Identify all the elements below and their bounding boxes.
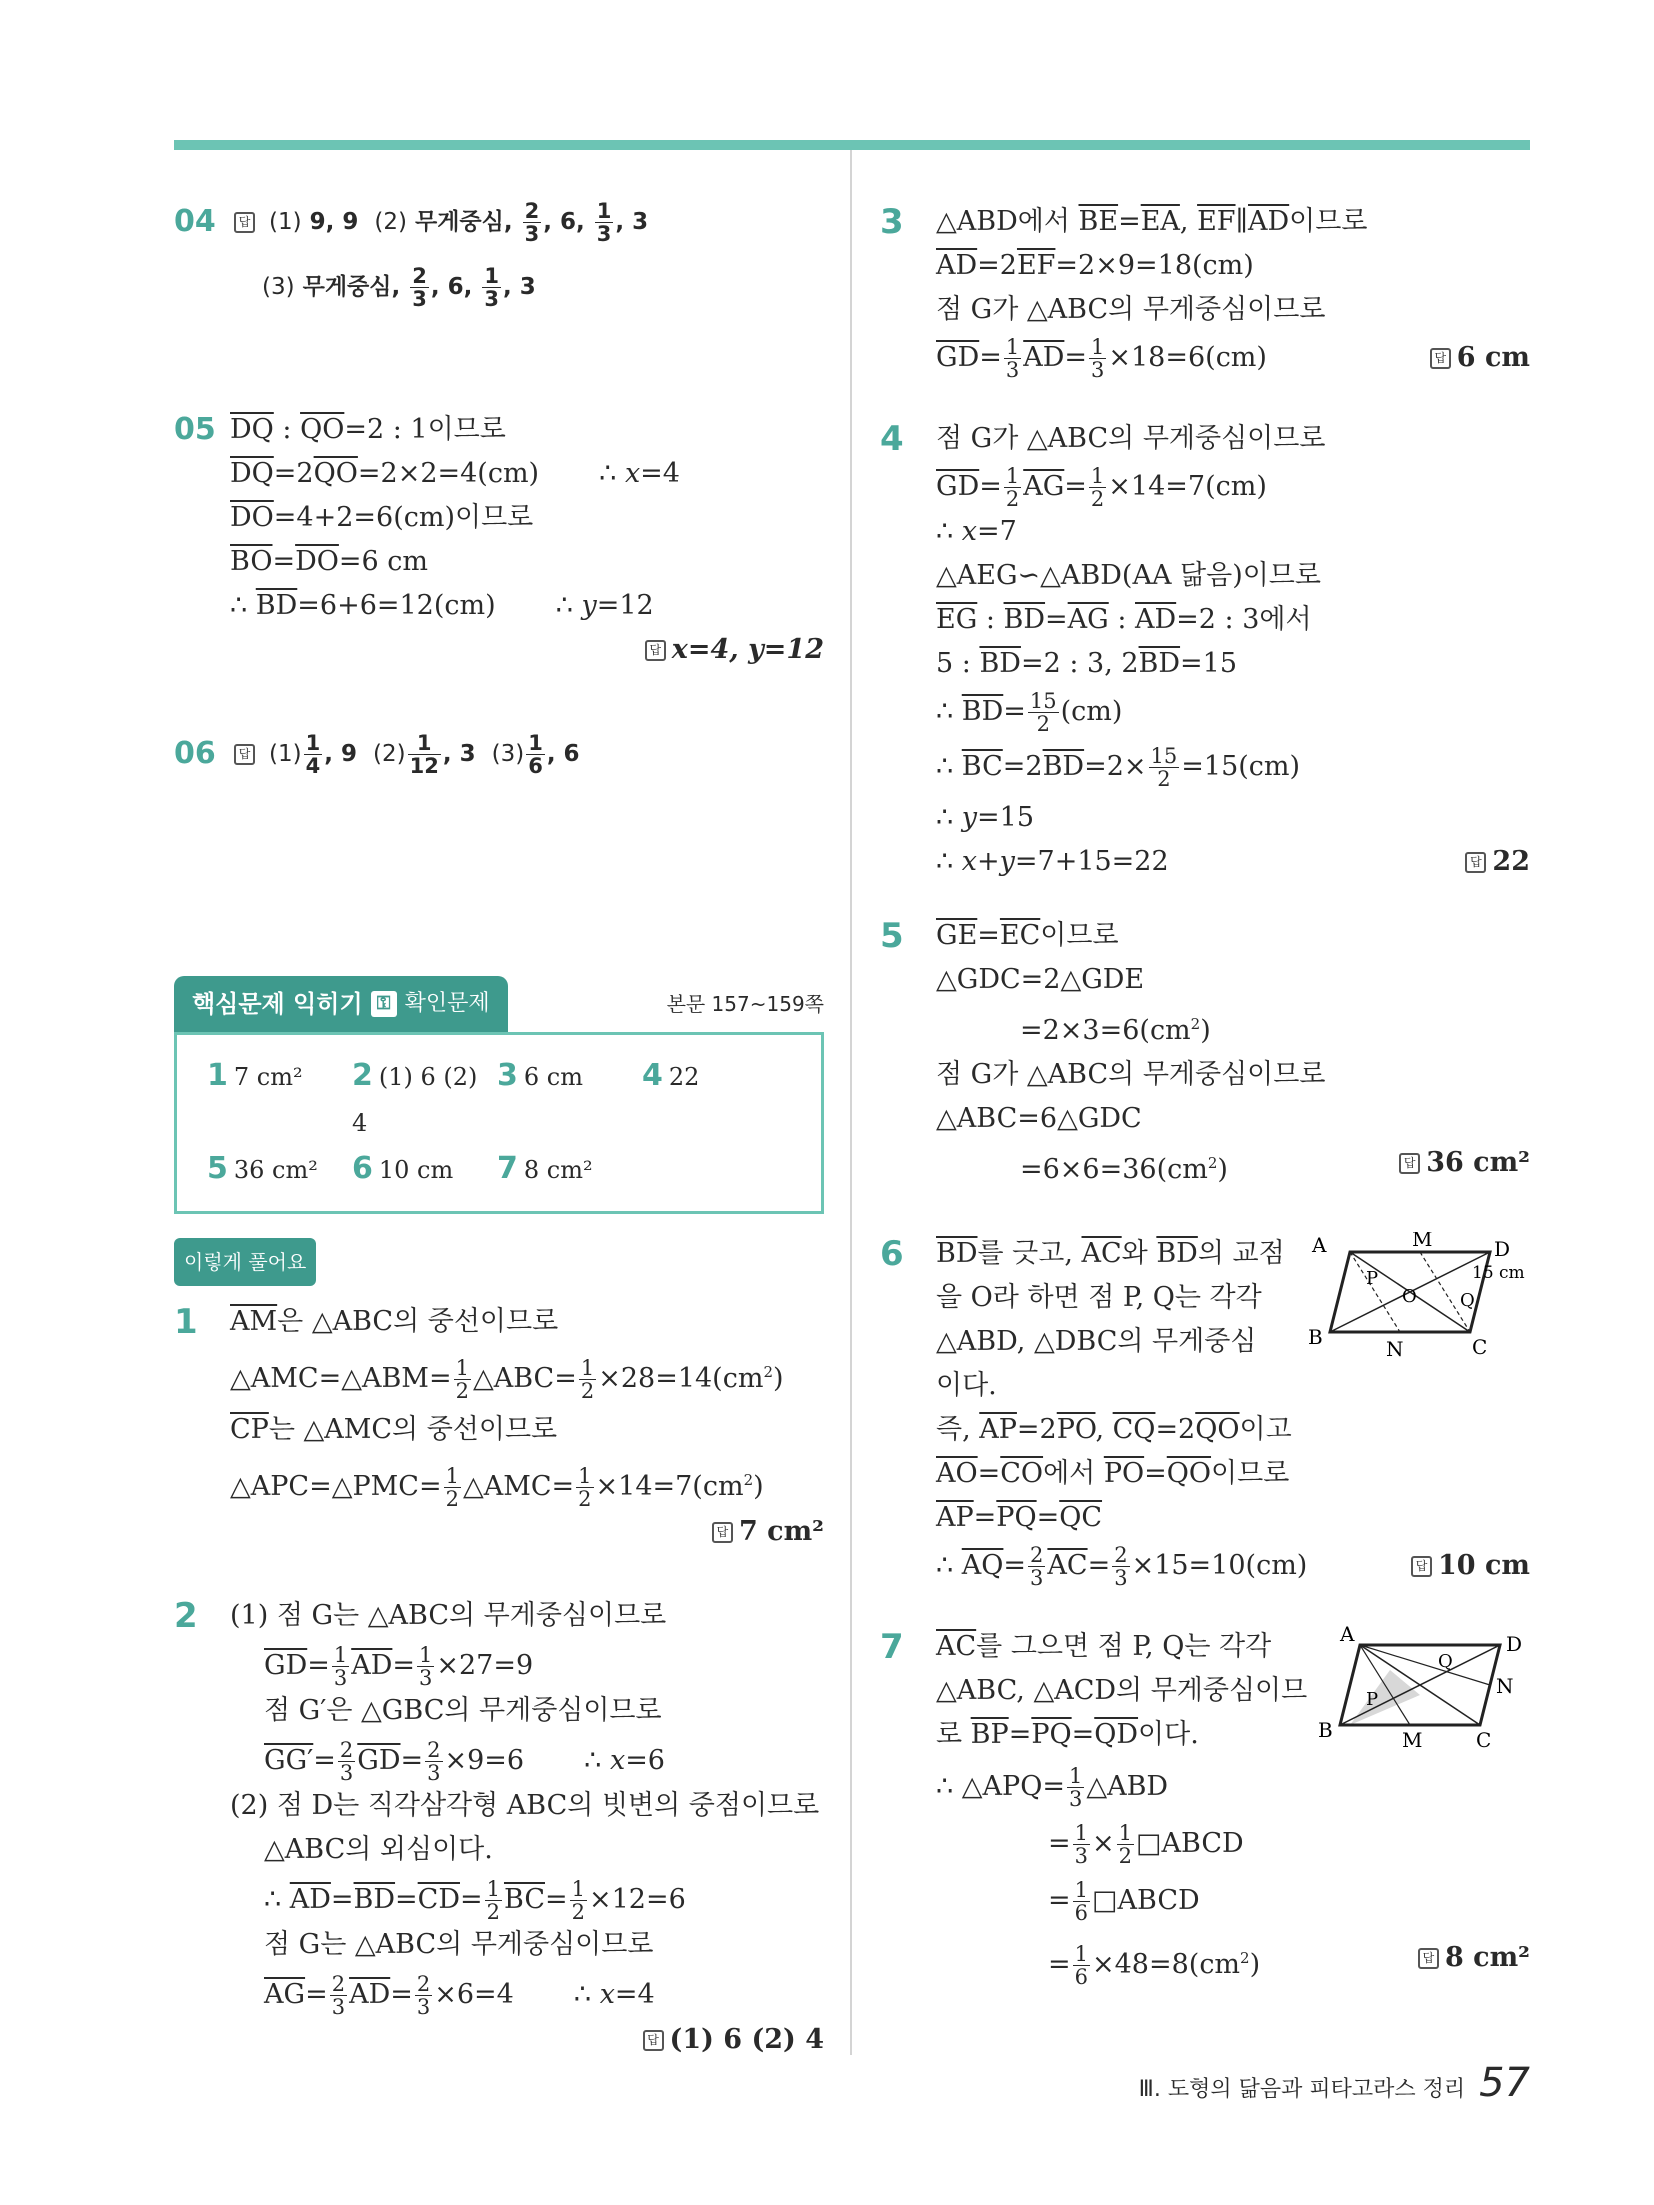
fig6-label-B: B bbox=[1308, 1325, 1323, 1349]
question-3-body bbox=[936, 200, 1530, 381]
solution-line: 로 $\overline{BP}=\overline{PQ}=\overline{QD}$이다. bbox=[936, 1719, 1199, 1750]
answer-text: 8 cm² bbox=[1444, 1942, 1530, 1973]
answer-text: 6 cm bbox=[1456, 342, 1530, 373]
problem-number: 3 bbox=[880, 202, 904, 242]
solution-label-wrap bbox=[174, 1238, 824, 1286]
box-answer-item bbox=[497, 1053, 642, 1146]
fig7-label-D: D bbox=[1506, 1632, 1523, 1656]
solution-line: $\overline{CP}$는 △AMC의 중선이므로 bbox=[230, 1414, 558, 1445]
parallelogram-figure-6 bbox=[1290, 1232, 1540, 1362]
answer-icon: 답 bbox=[1430, 348, 1451, 369]
solution-line: = $\frac{1}{3}$ × $\frac{1}{2}$ □ABCD bbox=[1048, 1821, 1244, 1868]
answer bbox=[230, 1510, 824, 1554]
solution-line: 점 G가 △ABC의 무게중심이므로 bbox=[936, 1059, 1326, 1090]
answer-text: (1) 6 (2) 4 bbox=[669, 2024, 824, 2055]
fig6-length-label: 15 cm bbox=[1472, 1263, 1525, 1283]
answer-icon: 답 bbox=[1411, 1556, 1432, 1577]
solution-line: $\overline{GD}=$ $\frac{1}{2}$ $\overline{AG}=$ $\frac{1}{2}$ ×14=7(cm) bbox=[936, 464, 1267, 511]
key-icon: ⚿ bbox=[371, 991, 397, 1017]
solution-line: $\overline{AO}=\overline{CO}$에서 $\overline{PO}=\overline{QO}$이므로 bbox=[936, 1458, 1290, 1489]
box-answer-item bbox=[352, 1146, 497, 1193]
solution-line: $\overline{GE}=\overline{EC}$이므로 bbox=[936, 920, 1119, 951]
answer bbox=[230, 628, 824, 672]
solution-line: (2) 점 D는 직각삼각형 ABC의 빗변의 중점이므로 bbox=[230, 1790, 820, 1821]
box-answer-number: 7 bbox=[497, 1151, 518, 1186]
answer-icon: 답 bbox=[234, 212, 255, 233]
question-3 bbox=[880, 200, 1530, 381]
solution-line: ∴ x+y=7+15=22 답 22 bbox=[936, 840, 1530, 884]
key-problems-box bbox=[174, 976, 824, 1214]
problem-number: 4 bbox=[880, 419, 904, 459]
solution-line: 점 G가 △ABC의 무게중심이므로 bbox=[936, 294, 1326, 325]
box-answer-value: 6 cm bbox=[523, 1063, 583, 1091]
question-6 bbox=[880, 1232, 1530, 1589]
problem-number: 05 bbox=[174, 412, 216, 447]
fig7-label-B: B bbox=[1318, 1718, 1333, 1742]
solution-line: $=2\times 3=6(cm^2)$ bbox=[1020, 1015, 1211, 1046]
problem-number: 04 bbox=[174, 204, 216, 239]
answer-icon: 답 bbox=[712, 1522, 733, 1543]
question-4-body bbox=[936, 417, 1530, 884]
box-answer-value: 36 cm² bbox=[233, 1156, 318, 1184]
answer bbox=[230, 2018, 824, 2062]
answer-icon: 답 bbox=[234, 744, 255, 765]
box-header bbox=[174, 976, 824, 1032]
question-5-body bbox=[936, 914, 1530, 1192]
box-answer-item bbox=[642, 1053, 787, 1146]
answer-grid bbox=[207, 1053, 791, 1193]
problem-number: 7 bbox=[880, 1627, 904, 1667]
answer-text: 7 cm² bbox=[738, 1516, 824, 1547]
fig7-label-C: C bbox=[1476, 1728, 1492, 1752]
solution-line: $\overline{GD}=$ $\frac{1}{3}$ $\overline{AD}=$ $\frac{1}{3}$ ×27=9 bbox=[264, 1643, 534, 1690]
box-answer-number: 1 bbox=[207, 1058, 228, 1093]
box-answer-number: 3 bbox=[497, 1058, 518, 1093]
solution-line: $\overline{AG}=$ $\frac{2}{3}$ $\overline{AD}=$ $\frac{2}{3}$ ×6=4 ∴ x=4 bbox=[264, 1972, 655, 2019]
answer-icon: 답 bbox=[1465, 852, 1486, 873]
page-number: 57 bbox=[1479, 2060, 1530, 2106]
box-answer-item bbox=[352, 1053, 497, 1146]
question-4 bbox=[880, 417, 1530, 884]
solution-line: ∴ $\overline{BC}=2\overline{BD}=2\times$ $\frac{15}{2}$ =15(cm) bbox=[936, 744, 1301, 791]
question-1 bbox=[174, 1300, 824, 1554]
fig7-label-N: N bbox=[1496, 1674, 1514, 1698]
solution-line: △AMC=△ABM= $\frac{1}{2}$ △ABC= $\frac{1}{2}$ $\times 28=14(cm^2)$ bbox=[230, 1356, 784, 1403]
column-divider bbox=[850, 150, 852, 2055]
solution-line: ∴ $\overline{BD}=$ $\frac{15}{2}$ (cm) bbox=[936, 689, 1123, 736]
question-7 bbox=[880, 1625, 1530, 1988]
solution-line: △ABD, △DBC의 무게중심 bbox=[936, 1326, 1257, 1357]
box-answer-item bbox=[207, 1053, 352, 1146]
fig6-label-M: M bbox=[1412, 1232, 1433, 1251]
solution-label: 이렇게 풀어요 bbox=[174, 1238, 316, 1286]
page-footer bbox=[1139, 2060, 1530, 2106]
answer bbox=[1411, 1544, 1530, 1589]
answer bbox=[1399, 1141, 1530, 1192]
answer-text: 22 bbox=[1492, 846, 1530, 877]
solution-line: 점 G는 △ABC의 무게중심이므로 bbox=[264, 1929, 654, 1960]
answer-icon: 답 bbox=[643, 2030, 664, 2051]
solution-line: = $\frac{1}{6}$ □ABCD bbox=[1048, 1878, 1200, 1925]
problem-number: 6 bbox=[880, 1234, 904, 1274]
answer-text: 36 cm² bbox=[1426, 1147, 1530, 1178]
answer bbox=[1430, 336, 1530, 381]
solution-line: △ABC, △ACD의 무게중심이므 bbox=[936, 1675, 1308, 1706]
solution-line: = $\frac{1}{6}$ $\times 48=8(cm^2)$ 답 8 cm² bbox=[936, 1936, 1530, 1988]
fig6-label-O: O bbox=[1402, 1286, 1417, 1307]
solution-line: $\overline{DQ}$ : $\overline{QO}=2$ : 1이므로 bbox=[230, 414, 506, 445]
fig6-label-N: N bbox=[1386, 1337, 1404, 1361]
answer-text: x=4, y=12 bbox=[671, 634, 824, 665]
answer-box bbox=[174, 1032, 824, 1214]
problem-05-body bbox=[230, 408, 824, 672]
solution-line: $\overline{DO}=4+2=6(cm)$이므로 bbox=[230, 502, 534, 533]
solution-line: $\overline{DQ}=2\overline{QO}=2\times 2=4(cm)$ ∴ x=4 bbox=[230, 458, 680, 489]
box-subtitle: 확인문제 bbox=[404, 991, 490, 1016]
problem-06-body bbox=[234, 732, 824, 777]
solution-line: $\overline{BO}=\overline{DO}=6$ cm bbox=[230, 546, 429, 577]
answer bbox=[1418, 1936, 1530, 1988]
solution-line: 점 G가 △ABC의 무게중심이므로 bbox=[936, 423, 1326, 454]
solution-line: 5 : $\overline{BD}=2$ : 3, $2\overline{BD}=15$ bbox=[936, 648, 1238, 679]
answer-line: (3) 무게중심, $\frac{2}{3}$ , 6, $\frac{1}{3}$ , 3 bbox=[262, 264, 536, 311]
box-answer-value: 8 cm² bbox=[523, 1156, 593, 1184]
box-answer-value: (1) 6 (2) 4 bbox=[352, 1063, 478, 1137]
box-answer-item bbox=[497, 1146, 642, 1193]
box-answer-value: 22 bbox=[668, 1063, 700, 1091]
solution-line: ∴ x=7 bbox=[936, 516, 1017, 547]
question-2 bbox=[174, 1594, 824, 2062]
right-column bbox=[880, 200, 1530, 1988]
box-tab bbox=[174, 976, 508, 1032]
solution-line: ∴ y=15 bbox=[936, 802, 1035, 833]
fig6-label-C: C bbox=[1472, 1335, 1488, 1359]
solution-line: △AEG∽△ABD(AA 닮음)이므로 bbox=[936, 560, 1321, 591]
box-answer-number: 2 bbox=[352, 1058, 373, 1093]
fig6-label-P: P bbox=[1366, 1268, 1379, 1289]
problem-04 bbox=[174, 200, 824, 330]
solution-line: $\overline{BD}$를 긋고, $\overline{AC}$와 $\overline{BD}$의 교점 bbox=[936, 1238, 1285, 1269]
fig6-label-D: D bbox=[1494, 1237, 1511, 1261]
problem-number: 2 bbox=[174, 1596, 198, 1636]
answer-line: 답 (1) $\frac{1}{4}$ , 9 (2) $\frac{1}{12}$ , 3 (3) $\frac{1}{6}$ , 6 bbox=[234, 732, 824, 777]
fig7-label-Q: Q bbox=[1438, 1651, 1453, 1672]
box-answer-value: 10 cm bbox=[378, 1156, 454, 1184]
solution-line: $\overline{GD}=$ $\frac{1}{3}$ $\overline{AD}=$ $\frac{1}{3}$ ×18=6(cm) 답 6 cm bbox=[936, 335, 1530, 382]
problem-number: 1 bbox=[174, 1302, 198, 1342]
question-2-body bbox=[230, 1594, 824, 2062]
solution-line: △APC=△PMC= $\frac{1}{2}$ △AMC= $\frac{1}{2}$ $\times 14=7(cm^2)$ bbox=[230, 1464, 764, 1511]
fig7-label-P: P bbox=[1366, 1689, 1379, 1710]
solution-line: △ABD에서 $\overline{BE}=\overline{EA}$, $\overline{EF}\parallel\overline{AD}$이므로 bbox=[936, 206, 1368, 237]
solution-line: GG′= $\frac{2}{3}$ $\overline{GD}=$ $\frac{2}{3}$ ×9=6 ∴ x=6 bbox=[264, 1738, 665, 1785]
parallelogram-figure-7 bbox=[1300, 1625, 1540, 1755]
problem-05 bbox=[174, 408, 824, 672]
solution-line: ∴ $\overline{AD}=\overline{BD}=\overline{CD}=$ $\frac{1}{2}$ $\overline{BC}=$ $\frac{1}{2}$ ×12=6 bbox=[264, 1877, 686, 1924]
solution-line: ∴ △APQ= $\frac{1}{3}$ △ABD bbox=[936, 1764, 1169, 1811]
answer-icon: 답 bbox=[1399, 1153, 1420, 1174]
problem-number: 06 bbox=[174, 736, 216, 771]
fig7-label-M: M bbox=[1402, 1728, 1423, 1752]
page-reference: 본문 157~159쪽 bbox=[666, 992, 824, 1016]
solution-line: △ABC의 외심이다. bbox=[264, 1834, 493, 1865]
box-answer-value: 7 cm² bbox=[233, 1063, 303, 1091]
solution-line: $\overline{AC}$를 그으면 점 P, Q는 각각 bbox=[936, 1631, 1272, 1662]
box-title: 핵심문제 익히기 bbox=[192, 990, 363, 1018]
solution-line: $\overline{AM}$은 △ABC의 중선이므로 bbox=[230, 1306, 559, 1337]
solution-line: $\overline{AD}=2\overline{EF}=2\times 9=18(cm)$ bbox=[936, 250, 1254, 281]
problem-04-body bbox=[234, 200, 824, 310]
box-answer-item bbox=[207, 1146, 352, 1193]
box-answer-number: 5 bbox=[207, 1151, 228, 1186]
answer-icon: 답 bbox=[1418, 1948, 1439, 1969]
solution-line: $\overline{AP}=\overline{PQ}=\overline{QC}$ bbox=[936, 1502, 1103, 1533]
left-column bbox=[174, 200, 824, 2062]
solution-line: $=6\times 6=36(cm^2)$ 답 36 cm² bbox=[936, 1141, 1530, 1192]
chapter-title: Ⅲ. 도형의 닮음과 피타고라스 정리 bbox=[1138, 2077, 1466, 2102]
answer-text: 10 cm bbox=[1438, 1550, 1530, 1581]
solution-line: 이다. bbox=[936, 1370, 997, 1401]
fig6-label-A: A bbox=[1312, 1233, 1327, 1257]
solution-line: 을 O라 하면 점 P, Q는 각각 bbox=[936, 1282, 1262, 1313]
answer-icon: 답 bbox=[645, 640, 666, 661]
fig6-label-Q: Q bbox=[1460, 1290, 1475, 1311]
solution-line: $\overline{EG}$ : $\overline{BD}=\overline{AG}$ : $\overline{AD}=2$ : 3에서 bbox=[936, 604, 1312, 635]
solution-line: △ABC=6△GDC bbox=[936, 1103, 1142, 1134]
solution-line: 즉, $\overline{AP}=2\overline{PO}$, $\overline{CQ}=2\overline{QO}$이고 bbox=[936, 1414, 1292, 1445]
fig7-label-A: A bbox=[1340, 1625, 1355, 1646]
box-answer-number: 6 bbox=[352, 1151, 373, 1186]
top-bar bbox=[174, 140, 1530, 150]
question-1-body bbox=[230, 1300, 824, 1554]
question-5 bbox=[880, 914, 1530, 1192]
solution-line: ∴ $\overline{BD}=6+6=12(cm)$ ∴ y=12 bbox=[230, 590, 654, 621]
problem-number: 5 bbox=[880, 916, 904, 956]
box-answer-number: 4 bbox=[642, 1058, 663, 1093]
solution-line: ∴ $\overline{AQ}=$ $\frac{2}{3}$ $\overline{AC}=$ $\frac{2}{3}$ ×15=10(cm) 답 10 cm bbox=[936, 1543, 1530, 1590]
solution-line: △GDC=2△GDE bbox=[936, 964, 1145, 995]
answer bbox=[1465, 840, 1530, 884]
solution-line: (1) 점 G는 △ABC의 무게중심이므로 bbox=[230, 1600, 667, 1631]
problem-06 bbox=[174, 732, 824, 932]
solution-line: 점 G′은 △GBC의 무게중심이므로 bbox=[264, 1695, 662, 1726]
answer-line: 답 (1) 9, 9 (2) 무게중심, $\frac{2}{3}$ , 6, $\frac{1}{3}$ , 3 bbox=[234, 200, 824, 245]
